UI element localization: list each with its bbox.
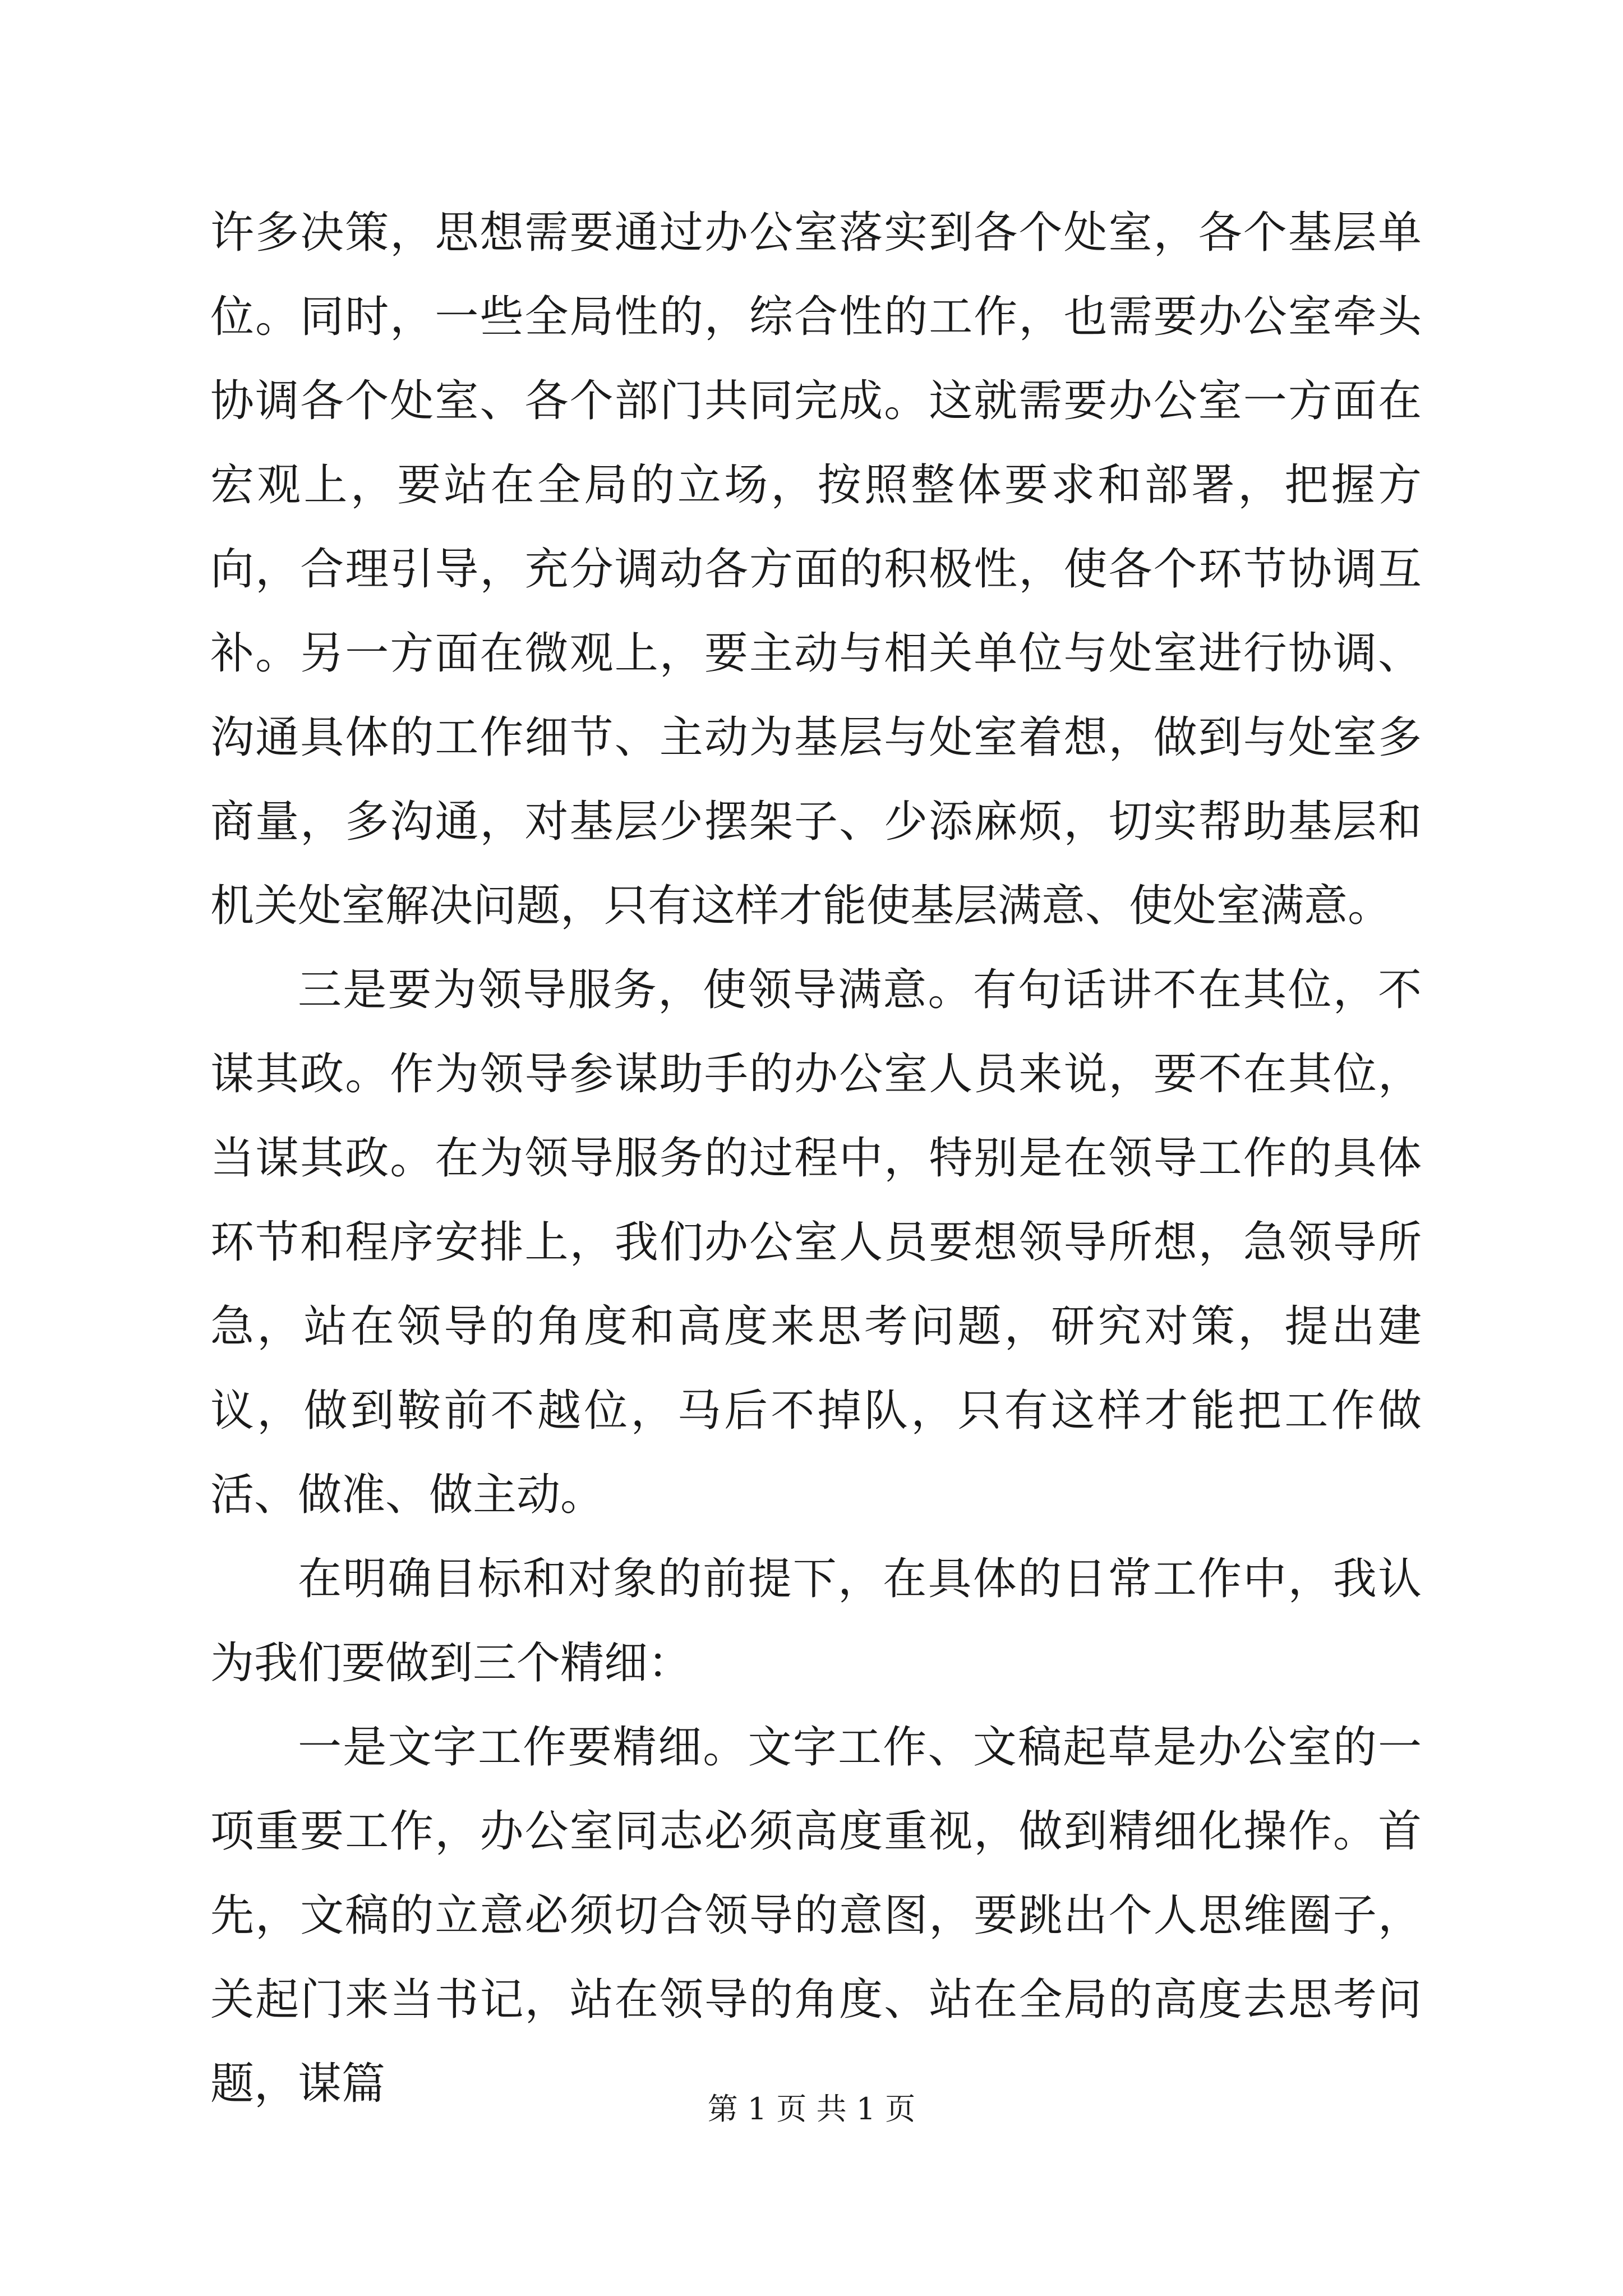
document-body: [210, 191, 1422, 2126]
paragraph-4: 一是文字工作要精细。文字工作、文稿起草是办公室的一项重要工作，办公室同志必须高度重视，做到精细化操作。首先，文稿的立意必须切合领导的意图，要跳出个人思维圈子，关起门来当书记，站在领导的角度、站在全局的高度去思考问题，谋篇: [210, 1722, 1422, 2109]
paragraph-1: 许多决策，思想需要通过办公室落实到各个处室，各个基层单位。同时，一些全局性的，综合性的工作，也需要办公室牵头协调各个处室、各个部门共同完成。这就需要办公室一方面在宏观上，要站在全局的立场，按照整体要求和部署，把握方向，合理引导，充分调动各方面的积极性，使各个环节协调互补。另一方面在微观上，要主动与相关单位与处室进行协调、沟通具体的工作细节、主动为基层与处室着想，做到与处室多商量，多沟通，对基层少摆架子、少添麻烦，切实帮助基层和机关处室解决问题，只有这样才能使基层满意、使处室满意。: [210, 208, 1422, 931]
page-footer: 第 1 页 共 1 页: [707, 2091, 916, 2127]
paragraph-2: 三是要为领导服务，使领导满意。有句话讲不在其位，不谋其政。作为领导参谋助手的办公室人员来说，要不在其位，当谋其政。在为领导服务的过程中，特别是在领导工作的具体环节和程序安排上，我们办公室人员要想领导所想，急领导所急，站在领导的角度和高度来思考问题，研究对策，提出建议，做到鞍前不越位，马后不掉队，只有这样才能把工作做活、做准、做主动。: [210, 965, 1422, 1520]
paragraph-3: 在明确目标和对象的前提下，在具体的日常工作中，我认为我们要做到三个精细：: [210, 1554, 1422, 1688]
